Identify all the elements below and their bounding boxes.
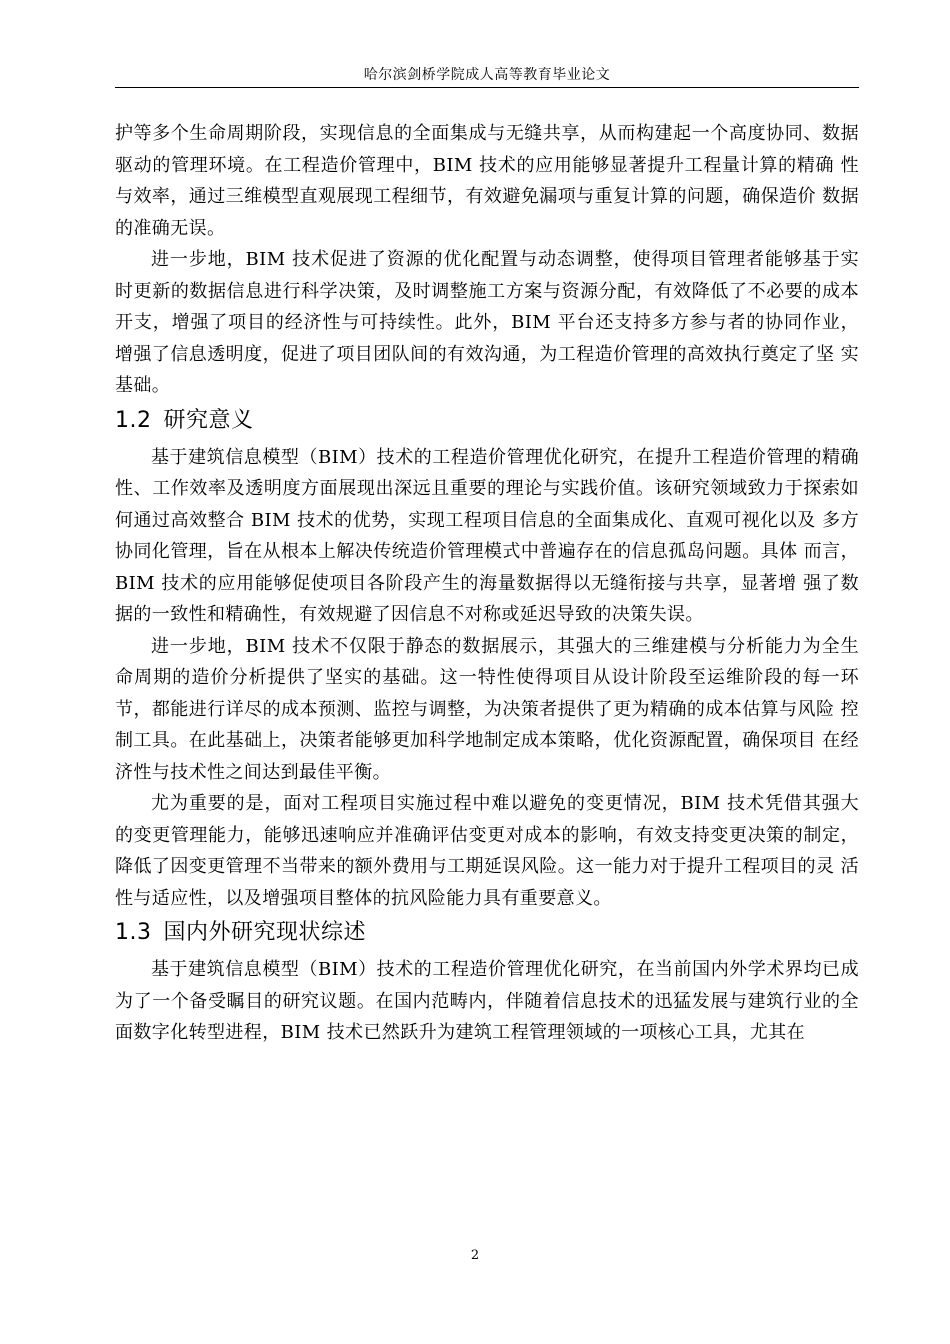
section-heading-1-2 (115, 404, 859, 438)
section-number: 1.3 (115, 920, 152, 945)
section-number: 1.2 (115, 407, 152, 433)
body-text (115, 118, 859, 1049)
paragraph: 尤为重要的是，面对工程项目实施过程中难以避免的变更情况，BIM 技术凭借其强大的变更管理能力，能够迅速响应并准确评估变更对成本的影响，有效支持变更决策的制定， 降低了因变更管理不当带来的额外费用与工期延误风险。这一能力对于提升工程项目的灵 活性与适应性，以及增强项目整体的抗风险能力具有重要意义。 (115, 793, 859, 909)
running-header: 哈尔滨剑桥学院成人高等教育毕业论文 (363, 67, 611, 83)
section-title: 研究意义 (163, 407, 254, 433)
page-number: 2 (470, 1248, 480, 1263)
section-heading-1-3 (115, 916, 859, 950)
paragraph: 基于建筑信息模型（BIM）技术的工程造价管理优化研究，在当前国内外学术界均已成为了一个备受瞩目的研究议题。在国内范畴内，伴随着信息技术的迅猛发展与建筑行业的全面数字化转型进程，BIM 技术已然跃升为建筑工程管理领域的一项核心工具，尤其在 (115, 959, 859, 1043)
paragraph: 护等多个生命周期阶段，实现信息的全面集成与无缝共享，从而构建起一个高度协同、数据驱动的管理环境。在工程造价管理中，BIM 技术的应用能够显著提升工程量计算的精确 性与效率，通过三维模型直观展现工程细节，有效避免漏项与重复计算的问题，确保造价 数据的准确无误。 (115, 123, 859, 239)
section-title: 国内外研究现状综述 (163, 920, 367, 945)
paragraph: 进一步地，BIM 技术促进了资源的优化配置与动态调整，使得项目管理者能够基于实时更新的数据信息进行科学决策，及时调整施工方案与资源分配，有效降低了不必要的成本开支，增强了项目的经济性与可持续性。此外，BIM 平台还支持多方参与者的协同作业， 增强了信息透明度，促进了项目团队间的有效沟通，为工程造价管理的高效执行奠定了坚 实基础。 (115, 249, 859, 396)
paragraph: 进一步地，BIM 技术不仅限于静态的数据展示，其强大的三维建模与分析能力为全生 命周期的造价分析提供了坚实的基础。这一特性使得项目从设计阶段至运维阶段的每一环 节，都能进行详尽的成本预测、监控与调整，为决策者提供了更为精确的成本估算与风险 控制工具。在此基础上，决策者能够更加科学地制定成本策略，优化资源配置，确保项目 在经济性与技术性之间达到最佳平衡。 (115, 635, 859, 783)
header-divider (115, 87, 859, 88)
paragraph: 基于建筑信息模型（BIM）技术的工程造价管理优化研究，在提升工程造价管理的精确性、工作效率及透明度方面展现出深远且重要的理论与实践价值。该研究领域致力于探索如何通过高效整合 BIM 技术的优势，实现工程项目信息的全面集成化、直观可视化以及 多方协同化管理，旨在从根本上解决传统造价管理模式中普遍存在的信息孤岛问题。具体 而言，BIM 技术的应用能够促使项目各阶段产生的海量数据得以无缝衔接与共享，显著增 强了数据的一致性和精确性，有效规避了因信息不对称或延迟导致的决策失误。 (115, 446, 859, 625)
